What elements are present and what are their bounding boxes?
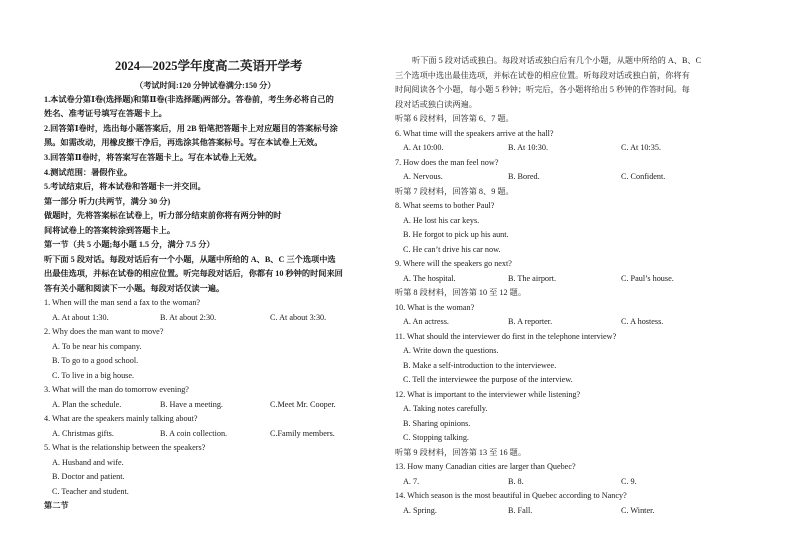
section2-instruction: 段对话或独白读两遍。 — [395, 100, 477, 109]
section2-instruction: 听下面 5 段对话或独白。每段对话或独白后有几个小题，从题中所给的 A、B、C — [412, 56, 702, 65]
option-b: B. Doctor and patient. — [52, 472, 125, 481]
note-line: 3.回答第Ⅱ卷时，将答案写在答题卡上。写在本试卷上无效。 — [44, 153, 262, 162]
option-b: B. Bored. — [508, 172, 540, 181]
section1-instruction: 出最佳选项，并标在试卷的相应位置。听完每段对话后，你都有 10 秒钟的时间来回 — [44, 269, 343, 278]
question-stem: 4. What are the speakers mainly talking about? — [44, 414, 198, 423]
option-a: A. At about 1:30. — [52, 313, 109, 322]
option-b: B. Sharing opinions. — [403, 419, 471, 428]
note-line: 5.考试结束后，将本试卷和答题卡一并交回。 — [44, 182, 206, 191]
question-stem: 10. What is the woman? — [395, 303, 475, 312]
option-c: C. At 10:35. — [621, 143, 662, 152]
note-line: 4.测试范围：暑假作业。 — [44, 168, 133, 177]
question-stem: 3. What will the man do tomorrow evening? — [44, 385, 189, 394]
question-stem: 13. How many Canadian cities are larger than Quebec? — [395, 462, 576, 471]
option-a: A. Husband and wife. — [52, 458, 124, 467]
option-c: C. A hostess. — [621, 317, 664, 326]
option-a: A. Christmas gifts. — [52, 429, 114, 438]
option-a: A. At 10:00. — [403, 143, 444, 152]
option-a: A. The hospital. — [403, 274, 456, 283]
question-stem: 12. What is important to the interviewer while listening? — [395, 390, 581, 399]
option-c: C.Meet Mr. Cooper. — [270, 400, 336, 409]
material-heading: 听第 7 段材料，回答第 8、9 题。 — [395, 187, 514, 196]
option-b: B. At 10:30. — [508, 143, 549, 152]
question-stem: 14. Which season is the most beautiful in Quebec according to Nancy? — [395, 491, 627, 500]
option-a: A. An actress. — [403, 317, 449, 326]
option-a: A. Nervous. — [403, 172, 443, 181]
option-b: B. A coin collection. — [160, 429, 228, 438]
part1-heading: 第一部分 听力(共两节，满分 30 分) — [44, 197, 171, 206]
option-a: A. Plan the schedule. — [52, 400, 122, 409]
option-c: C. Tell the interviewee the purpose of the interview. — [403, 375, 573, 384]
option-a: A. He lost his car keys. — [403, 216, 480, 225]
option-c: C. Confident. — [621, 172, 666, 181]
option-b: B. A reporter. — [508, 317, 553, 326]
option-c: C. Paul’s house. — [621, 274, 674, 283]
option-b: B. To go to a good school. — [52, 356, 139, 365]
material-heading: 听第 6 段材料，回答第 6、7 题。 — [395, 114, 514, 123]
option-a: A. To be near his company. — [52, 342, 142, 351]
option-c: C. 9. — [621, 477, 637, 486]
option-c: C. Winter. — [621, 506, 655, 515]
option-c: C. At about 3:30. — [270, 313, 327, 322]
part1-instruction: 间将试卷上的答案转涂到答题卡上。 — [44, 226, 176, 235]
question-stem: 8. What seems to bother Paul? — [395, 201, 495, 210]
question-stem: 9. Where will the speakers go next? — [395, 259, 512, 268]
option-a: A. Spring. — [403, 506, 437, 515]
option-c: C.Family members. — [270, 429, 335, 438]
note-line: 姓名、准考证号填写在答题卡上。 — [44, 109, 167, 118]
question-stem: 6. What time will the speakers arrive at the hall? — [395, 129, 554, 138]
option-b: B. He forgot to pick up his aunt. — [403, 230, 509, 239]
section1-instruction: 答有关小题和阅读下一小题。每段对话仅读一遍。 — [44, 284, 225, 293]
material-heading: 听第 9 段材料，回答第 13 至 16 题。 — [395, 448, 527, 457]
option-a: A. Taking notes carefully. — [403, 404, 488, 413]
exam-subtitle: （考试时间:120 分钟试卷满分:150 分） — [135, 81, 276, 90]
note-line: 2.回答第Ⅰ卷时，选出每小题答案后，用 2B 铅笔把答题卡上对应题目的答案标号涂 — [44, 124, 338, 133]
option-b: B. The airport. — [508, 274, 557, 283]
section2-heading: 第二节 — [44, 501, 69, 510]
option-b: B. Make a self-introduction to the interviewee. — [403, 361, 557, 370]
question-stem: 7. How does the man feel now? — [395, 158, 499, 167]
option-b: B. Fall. — [508, 506, 533, 515]
option-a: A. 7. — [403, 477, 420, 486]
section1-instruction: 听下面 5 段对话。每段对话后有一个小题，从题中所给的 A、B、C 三个选项中选 — [44, 255, 336, 264]
option-c: C. Teacher and student. — [52, 487, 129, 496]
note-line: 1.本试卷分第Ⅰ卷(选择题)和第Ⅱ卷(非选择题)两部分。答卷前，考生务必将自己的 — [44, 95, 334, 104]
section2-instruction: 三个选项中选出最佳选项，并标在试卷的相应位置。听每段对话或独白前，你将有 — [395, 71, 690, 80]
part1-instruction: 做题时，先将答案标在试卷上，听力部分结束前你将有两分钟的时 — [44, 211, 282, 220]
question-stem: 5. What is the relationship between the speakers? — [44, 443, 206, 452]
note-line: 黑。如需改动，用橡皮擦干净后，再选涂其他答案标号。写在本试卷上无效。 — [44, 138, 323, 147]
question-stem: 11. What should the interviewer do first in the telephone interview? — [395, 332, 617, 341]
option-c: C. Stopping talking. — [403, 433, 469, 442]
exam-title: 2024—2025学年度高二英语开学考 — [115, 59, 303, 73]
option-c: C. To live in a big house. — [52, 371, 135, 380]
option-b: B. At about 2:30. — [160, 313, 217, 322]
material-heading: 听第 8 段材料，回答第 10 至 12 题。 — [395, 288, 527, 297]
question-stem: 2. Why does the man want to move? — [44, 327, 164, 336]
section2-instruction: 时间阅读各个小题，每小题 5 秒钟；听完后，各小题将给出 5 秒钟的作答时间。每 — [395, 85, 690, 94]
option-c: C. He can’t drive his car now. — [403, 245, 501, 254]
option-a: A. Write down the questions. — [403, 346, 499, 355]
option-b: B. 8. — [508, 477, 524, 486]
option-b: B. Have a meeting. — [160, 400, 223, 409]
section1-heading: 第一节（共 5 小题;每小题 1.5 分，满分 7.5 分） — [44, 240, 215, 249]
question-stem: 1. When will the man send a fax to the woman? — [44, 298, 201, 307]
